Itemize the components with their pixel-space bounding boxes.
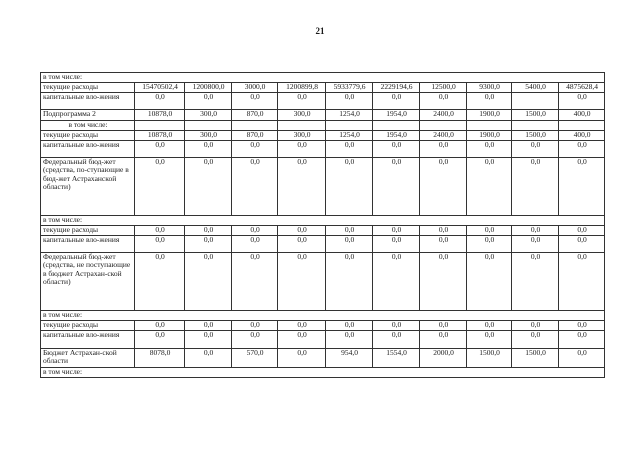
table-cell: 0,0 (185, 93, 232, 110)
table-cell: 1900,0 (467, 110, 512, 121)
row-section-label: в том числе: (41, 215, 605, 225)
table-row (41, 110, 605, 121)
table-cell: 570,0 (232, 348, 278, 367)
table-cell: 0,0 (326, 235, 373, 252)
table-cell: 2229194,6 (373, 83, 420, 93)
table-cell: 0,0 (135, 225, 185, 235)
table-cell: 0,0 (373, 320, 420, 330)
table-cell: 0,0 (512, 330, 559, 348)
table-body (41, 73, 605, 378)
table-cell: 1900,0 (467, 130, 512, 140)
table-cell: 8078,0 (135, 348, 185, 367)
table-cell: 0,0 (512, 157, 559, 215)
table-cell: 0,0 (373, 157, 420, 215)
table-cell: 0,0 (467, 320, 512, 330)
table-cell: 0,0 (278, 348, 326, 367)
table-cell: 0,0 (326, 252, 373, 310)
table-cell: 1200899,8 (278, 83, 326, 93)
table-cell: 0,0 (512, 225, 559, 235)
row-label: капитальные вло-жения (41, 140, 135, 157)
table-cell: 0,0 (278, 235, 326, 252)
table-row (41, 235, 605, 252)
table-cell: 0,0 (420, 157, 467, 215)
table-cell: 300,0 (185, 110, 232, 121)
row-label: капитальные вло-жения (41, 235, 135, 252)
table-cell: 0,0 (559, 225, 605, 235)
table-row (41, 93, 605, 110)
table-cell: 0,0 (232, 157, 278, 215)
table-cell: 0,0 (373, 225, 420, 235)
table-cell (373, 121, 420, 131)
table-cell: 0,0 (278, 225, 326, 235)
table-cell: 400,0 (559, 110, 605, 121)
table-cell: 0,0 (559, 330, 605, 348)
table-cell: 0,0 (185, 252, 232, 310)
table-cell: 870,0 (232, 110, 278, 121)
table-cell (512, 121, 559, 131)
table-row (41, 320, 605, 330)
table-cell: 954,0 (326, 348, 373, 367)
table-cell: 300,0 (278, 110, 326, 121)
table-cell: 0,0 (278, 157, 326, 215)
table-cell: 9300,0 (467, 83, 512, 93)
table-cell: 0,0 (135, 330, 185, 348)
table-row (41, 157, 605, 215)
page-number: 21 (315, 26, 325, 36)
table-cell: 0,0 (135, 320, 185, 330)
table-cell: 0,0 (559, 140, 605, 157)
table-cell: 0,0 (278, 93, 326, 110)
table-cell: 0,0 (559, 348, 605, 367)
table-cell: 4875628,4 (559, 83, 605, 93)
table-cell: 0,0 (512, 235, 559, 252)
table-cell: 1254,0 (326, 130, 373, 140)
table-cell: 0,0 (326, 157, 373, 215)
table-row (41, 225, 605, 235)
table-cell: 0,0 (512, 320, 559, 330)
table-cell: 0,0 (326, 93, 373, 110)
table-cell (467, 121, 512, 131)
table-cell: 0,0 (135, 157, 185, 215)
table-cell: 0,0 (467, 225, 512, 235)
row-label: текущие расходы (41, 130, 135, 140)
table-cell: 3000,0 (232, 83, 278, 93)
table-cell: 0,0 (420, 320, 467, 330)
table-cell: 0,0 (559, 252, 605, 310)
table-row (41, 310, 605, 320)
table-cell: 2400,0 (420, 130, 467, 140)
table-cell: 10878,0 (135, 110, 185, 121)
row-label: текущие расходы (41, 83, 135, 93)
table-row (41, 73, 605, 83)
table-row (41, 121, 605, 131)
table-cell: 12500,0 (420, 83, 467, 93)
table-row (41, 348, 605, 367)
table-cell: 5400,0 (512, 83, 559, 93)
table-cell: 0,0 (373, 140, 420, 157)
table-cell: 0,0 (467, 93, 512, 110)
table-cell: 0,0 (420, 93, 467, 110)
table-cell: 5933779,6 (326, 83, 373, 93)
table-cell: 400,0 (559, 130, 605, 140)
row-label: Подпрограмма 2 (41, 110, 135, 121)
table-cell: 0,0 (559, 320, 605, 330)
table-cell: 0,0 (373, 252, 420, 310)
row-label: Федеральный бюд-жет (средства, не поступающие в бюджет Астрахан-ской области) (41, 252, 135, 310)
row-label: Бюджет Астрахан-ской области (41, 348, 135, 367)
table-cell: 0,0 (467, 330, 512, 348)
table-row (41, 130, 605, 140)
table-row (41, 367, 605, 377)
table-cell: 0,0 (559, 93, 605, 110)
table-cell: 1200800,0 (185, 83, 232, 93)
table-cell: 0,0 (420, 140, 467, 157)
table-cell: 0,0 (185, 235, 232, 252)
table-cell: 0,0 (326, 140, 373, 157)
table-cell: 2400,0 (420, 110, 467, 121)
table-cell: 0,0 (135, 140, 185, 157)
table-cell: 0,0 (185, 157, 232, 215)
table-cell: 15470502,4 (135, 83, 185, 93)
row-label: в том числе: (41, 121, 135, 131)
table-cell: 0,0 (512, 140, 559, 157)
table-cell: 0,0 (278, 320, 326, 330)
table-cell (185, 121, 232, 131)
table-row (41, 140, 605, 157)
row-section-label: в том числе: (41, 310, 605, 320)
table-row (41, 330, 605, 348)
table-row (41, 252, 605, 310)
table-cell: 0,0 (326, 320, 373, 330)
table-row (41, 83, 605, 93)
table-cell (420, 121, 467, 131)
table-cell (512, 93, 559, 110)
table-cell: 1954,0 (373, 130, 420, 140)
table-cell: 300,0 (185, 130, 232, 140)
table-cell: 870,0 (232, 130, 278, 140)
table-cell: 0,0 (420, 225, 467, 235)
row-section-label: в том числе: (41, 73, 605, 83)
table-cell: 0,0 (278, 140, 326, 157)
table-cell: 1954,0 (373, 110, 420, 121)
table-cell: 1554,0 (373, 348, 420, 367)
table-cell: 1254,0 (326, 110, 373, 121)
table-cell: 0,0 (232, 235, 278, 252)
table-cell: 0,0 (326, 225, 373, 235)
table-cell: 1500,0 (512, 348, 559, 367)
table-cell: 0,0 (467, 157, 512, 215)
table-cell: 1500,0 (467, 348, 512, 367)
row-section-label: в том числе: (41, 367, 605, 377)
table-cell: 0,0 (232, 225, 278, 235)
table-cell: 10878,0 (135, 130, 185, 140)
table-cell: 0,0 (185, 330, 232, 348)
table-cell: 0,0 (373, 235, 420, 252)
table-cell: 0,0 (135, 252, 185, 310)
budget-table (40, 72, 605, 378)
row-label: текущие расходы (41, 225, 135, 235)
table-cell (232, 121, 278, 131)
table-cell: 0,0 (467, 235, 512, 252)
table-cell: 0,0 (467, 140, 512, 157)
table-cell: 0,0 (185, 225, 232, 235)
table-cell: 0,0 (278, 330, 326, 348)
table-cell: 300,0 (278, 130, 326, 140)
table-cell: 0,0 (232, 330, 278, 348)
table-cell: 0,0 (326, 330, 373, 348)
table-cell: 1500,0 (512, 110, 559, 121)
table-cell (135, 121, 185, 131)
table-cell: 0,0 (278, 252, 326, 310)
row-label: текущие расходы (41, 320, 135, 330)
table-cell: 0,0 (373, 330, 420, 348)
table-cell: 2000,0 (420, 348, 467, 367)
row-label: капитальные вло-жения (41, 93, 135, 110)
table-cell: 0,0 (232, 140, 278, 157)
table-cell: 0,0 (185, 140, 232, 157)
table-cell: 0,0 (559, 235, 605, 252)
table-cell (278, 121, 326, 131)
table-cell: 0,0 (232, 252, 278, 310)
table-cell: 0,0 (135, 235, 185, 252)
table-cell: 0,0 (232, 93, 278, 110)
table-cell: 0,0 (185, 320, 232, 330)
table-cell: 0,0 (467, 252, 512, 310)
table-cell: 0,0 (420, 235, 467, 252)
table-cell: 0,0 (420, 330, 467, 348)
table-cell: 0,0 (559, 157, 605, 215)
table-cell: 0,0 (232, 320, 278, 330)
table-cell: 0,0 (135, 93, 185, 110)
table-cell (559, 121, 605, 131)
table-cell: 0,0 (373, 93, 420, 110)
table-row (41, 215, 605, 225)
table-cell: 0,0 (420, 252, 467, 310)
row-label: Федеральный бюд-жет (средства, по-ступающие в бюд-жет Астраханской области) (41, 157, 135, 215)
table-cell: 0,0 (185, 348, 232, 367)
table-cell: 1500,0 (512, 130, 559, 140)
table-cell (326, 121, 373, 131)
row-label: капитальные вло-жения (41, 330, 135, 348)
table-cell: 0,0 (512, 252, 559, 310)
